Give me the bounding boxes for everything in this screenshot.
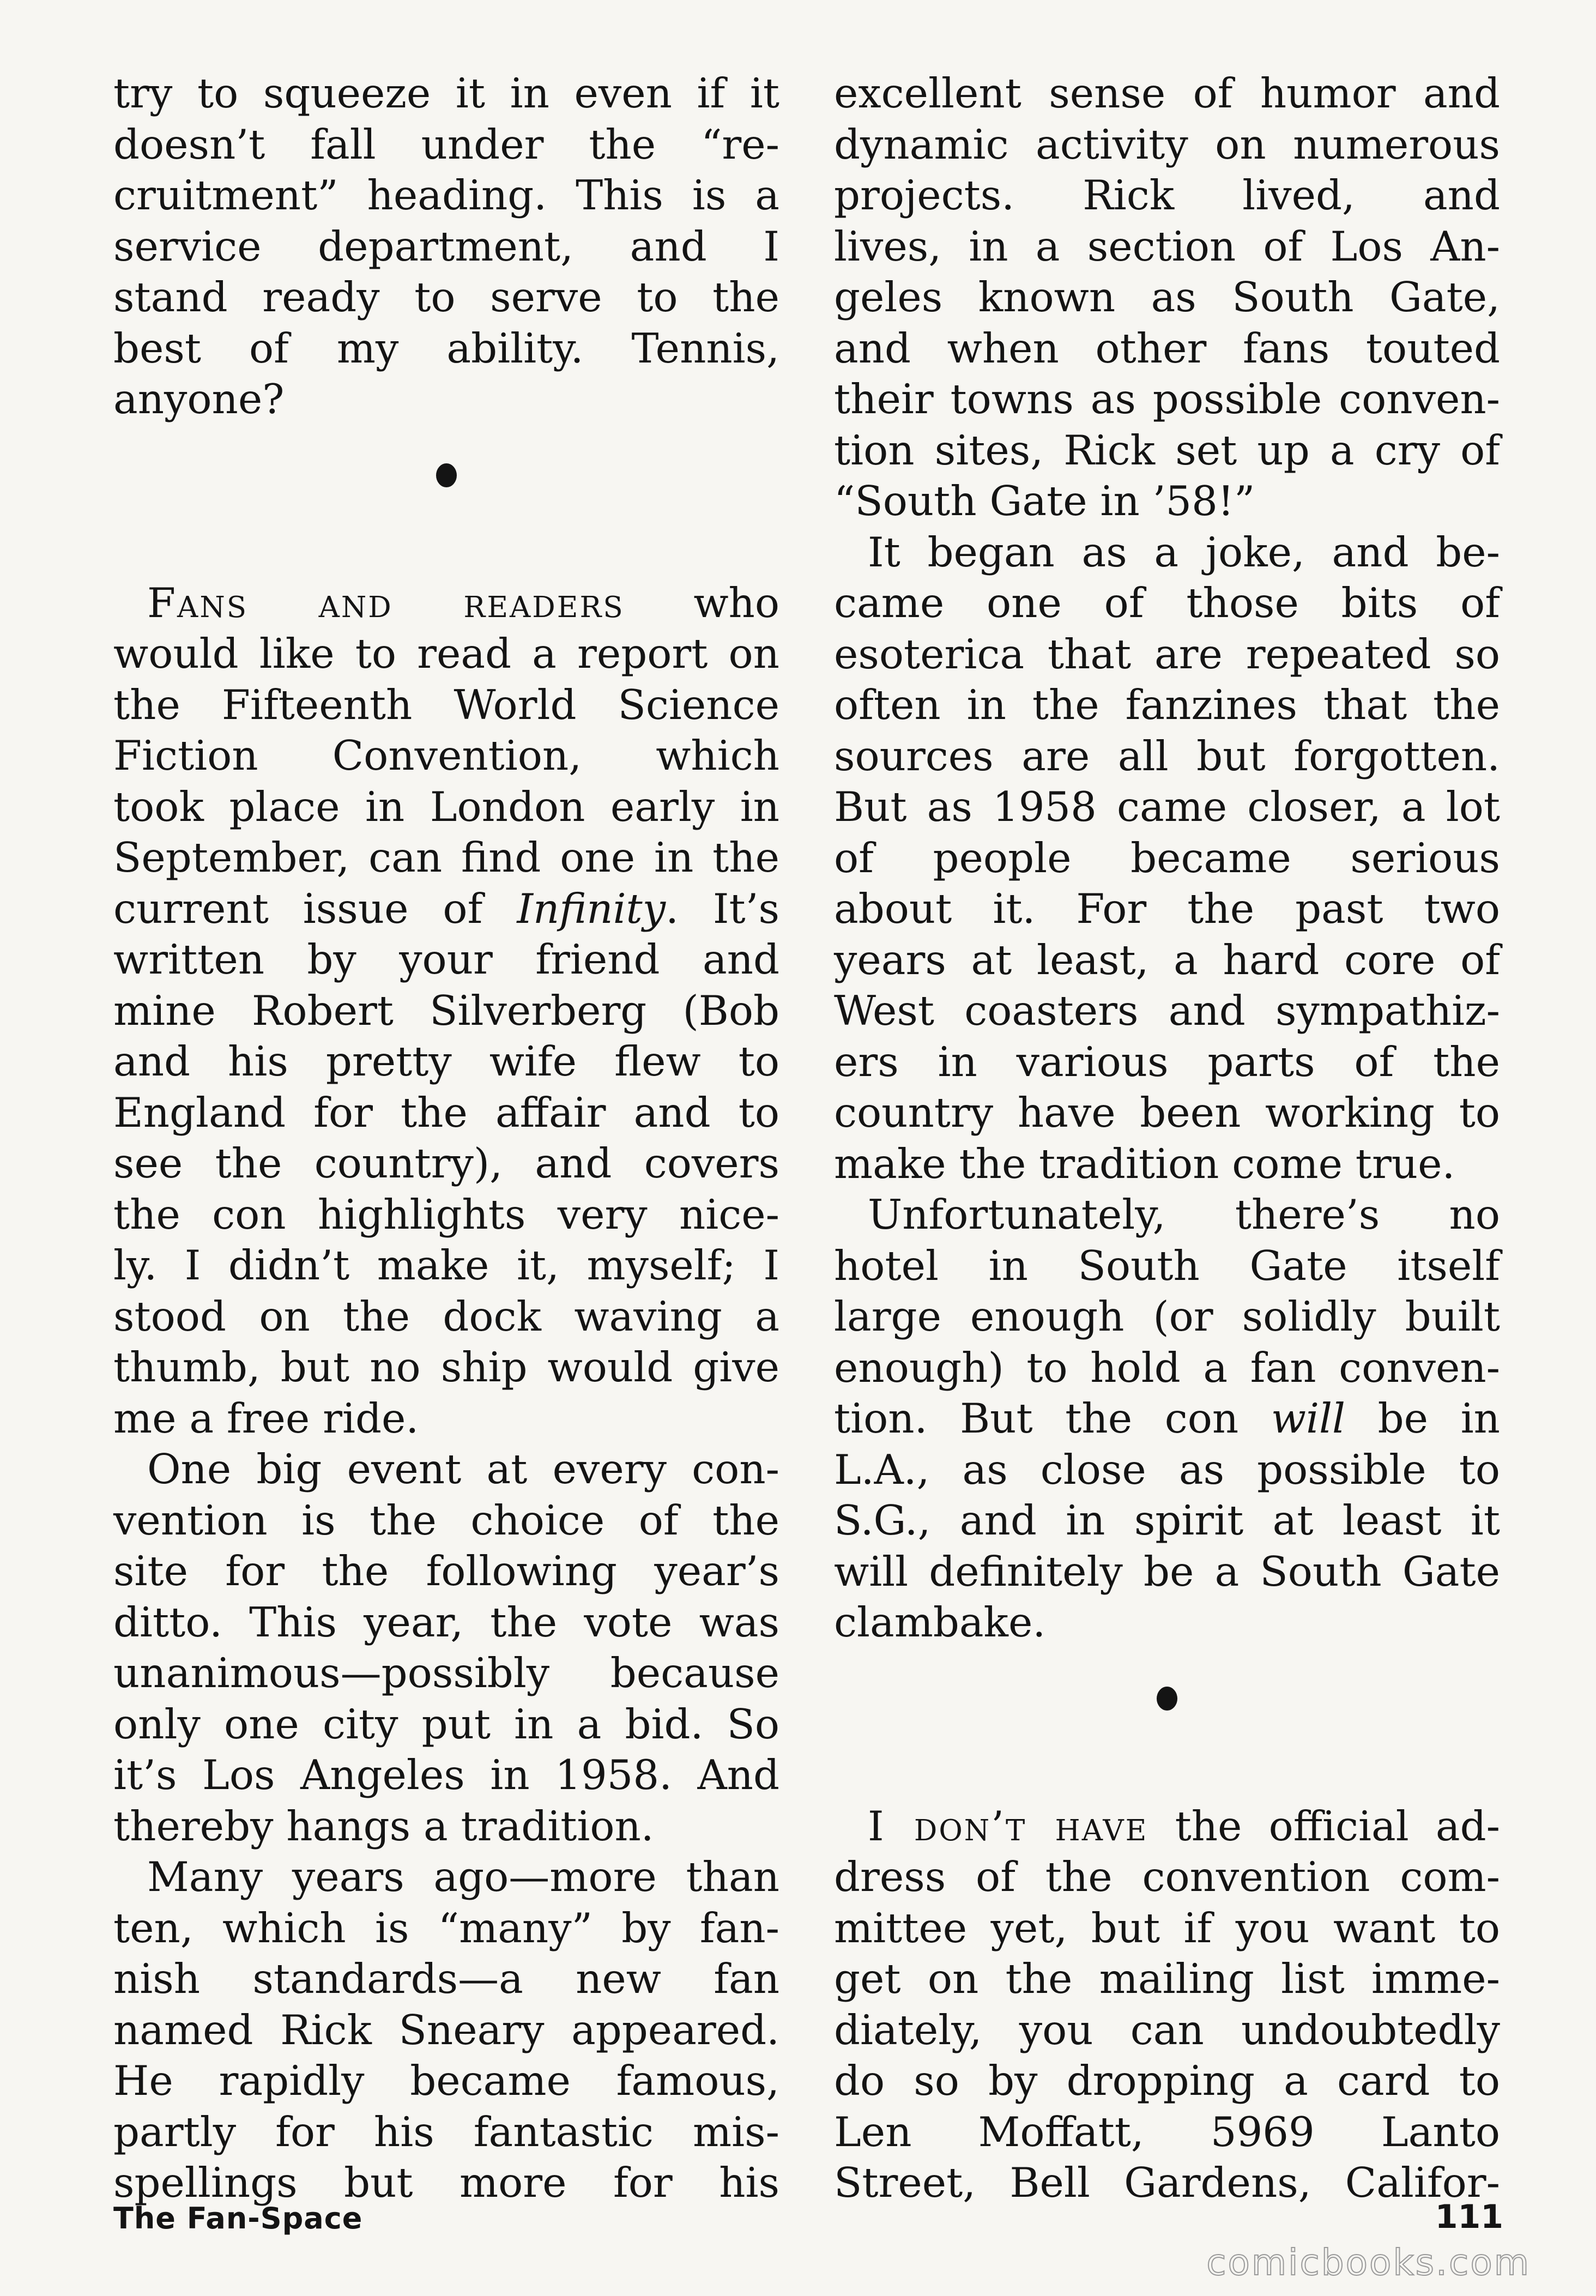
text-line: large enough (or solidly built	[834, 1292, 1500, 1340]
text-line: would like to read a report on	[113, 630, 779, 678]
text-line: nish standards—a new fan	[113, 1955, 779, 2003]
text-line: and his pretty wife flew to	[113, 1037, 779, 1085]
text-segment: . It’s	[666, 884, 779, 933]
text-line: of people became serious	[834, 833, 1500, 882]
lead-in-smallcaps: Fans and readers	[147, 578, 625, 627]
text-line: hotel in South Gate itself	[834, 1241, 1500, 1290]
text-line: best of my ability. Tennis,	[113, 324, 779, 372]
bullet-dot-icon	[1157, 1687, 1177, 1711]
text-line: only one city put in a bid. So	[113, 1700, 779, 1748]
text-line: clambake.	[834, 1598, 1046, 1646]
text-line: geles known as South Gate,	[834, 273, 1500, 321]
text-line: esoterica that are repeated so	[834, 630, 1500, 678]
paragraph-big-event	[113, 1444, 779, 1852]
text-line: do so by dropping a card to	[834, 2057, 1500, 2105]
text-line: mine Robert Silverberg (Bob	[113, 986, 779, 1035]
text-line: about it. For the past two	[834, 885, 1500, 933]
text-line	[834, 1393, 1500, 1445]
text-line: L.A., as close as possible to	[834, 1445, 1500, 1494]
text-line	[113, 578, 779, 629]
left-column	[113, 68, 779, 2209]
text-line: written by your friend and	[113, 935, 779, 983]
text-line: the con highlights very nice-	[113, 1190, 779, 1238]
text-line: unanimous—possibly because	[113, 1649, 779, 1697]
text-line: spellings but more for his	[113, 2159, 779, 2207]
text-line: England for the affair and to	[113, 1088, 779, 1137]
text-line: named Rick Sneary appeared.	[113, 2005, 779, 2054]
text-segment: tion. But the con	[834, 1394, 1271, 1442]
section-divider	[113, 425, 779, 578]
text-line: site for the following year’s	[113, 1547, 779, 1595]
paragraph-tennis	[113, 68, 779, 425]
paragraph-fans-and-readers	[113, 578, 779, 1445]
text-line: the Fifteenth World Science	[113, 680, 779, 729]
text-line: Unfortunately, there’s no	[868, 1191, 1500, 1238]
text-line: thumb, but no ship would give	[113, 1343, 779, 1391]
text-line: diately, you can undoubtedly	[834, 2005, 1500, 2054]
text-line: get on the mailing list imme-	[834, 1955, 1500, 2003]
text-line: service department, and I	[113, 222, 779, 270]
text-line: tion sites, Rick set up a cry of	[834, 426, 1500, 474]
lead-in-rest: the official ad-	[1148, 1802, 1501, 1850]
text-line: One big event at every con-	[147, 1445, 779, 1493]
paragraph-dont-have-address	[834, 1801, 1500, 2209]
text-line: lives, in a section of Los An-	[834, 222, 1500, 270]
text-line: will definitely be a South Gate	[834, 1547, 1500, 1596]
text-line: thereby hangs a tradition.	[113, 1802, 654, 1850]
text-line: me a free ride.	[113, 1394, 419, 1442]
text-line: Many years ago—more than	[147, 1853, 779, 1901]
text-line: ten, which is “many” by fan-	[113, 1904, 779, 1952]
paragraph-unfortunately	[834, 1189, 1500, 1648]
text-line: ers in various parts of the	[834, 1037, 1500, 1086]
section-divider	[834, 1648, 1500, 1801]
text-line: doesn’t fall under the “re-	[113, 120, 779, 168]
paragraph-began-as-joke	[834, 527, 1500, 1190]
text-segment: current issue of	[113, 884, 517, 933]
running-title: The Fan-Space	[113, 2201, 363, 2235]
text-line: But as 1958 came closer, a lot	[834, 783, 1500, 831]
text-line: West coasters and sympathiz-	[834, 987, 1500, 1035]
page-number: 111	[1435, 2198, 1503, 2236]
text-line: Fiction Convention, which	[113, 732, 779, 780]
text-line: cruitment” heading. This is a	[113, 171, 779, 219]
paragraph-many-years-ago	[113, 1852, 779, 2209]
text-line: stood on the dock waving a	[113, 1292, 779, 1340]
lead-in-rest: who	[624, 578, 779, 627]
text-line: it’s Los Angeles in 1958. And	[113, 1751, 779, 1799]
text-line: anyone?	[113, 375, 285, 423]
text-line: their towns as possible conven-	[834, 375, 1500, 423]
text-segment: be in	[1345, 1394, 1500, 1442]
text-line: Street, Bell Gardens, Califor-	[834, 2159, 1500, 2207]
paragraph-sense-of-humor	[834, 68, 1500, 527]
text-line: make the tradition come true.	[834, 1139, 1455, 1188]
text-line: and when other fans touted	[834, 324, 1500, 372]
right-column	[834, 68, 1500, 2209]
bullet-dot-icon	[436, 463, 457, 487]
text-line: dynamic activity on numerous	[834, 120, 1500, 168]
text-line: sources are all but forgotten.	[834, 732, 1500, 780]
text-line: see the country), and covers	[113, 1139, 779, 1187]
text-line: Len Moffatt, 5969 Lanto	[834, 2107, 1500, 2156]
text-line: enough) to hold a fan conven-	[834, 1343, 1500, 1392]
watermark: comicbooks.com	[1206, 2241, 1531, 2283]
text-line: projects. Rick lived, and	[834, 171, 1500, 219]
text-line: country have been working to	[834, 1089, 1500, 1137]
text-line: years at least, a hard core of	[834, 935, 1500, 984]
text-line: stand ready to serve to the	[113, 273, 779, 321]
text-line: partly for his fantastic mis-	[113, 2107, 779, 2156]
text-line	[113, 884, 779, 935]
text-line: It began as a joke, and be-	[868, 528, 1500, 576]
text-line	[834, 1801, 1500, 1852]
text-line: excellent sense of humor and	[834, 69, 1500, 117]
text-line: S.G., and in spirit at least it	[834, 1496, 1500, 1544]
text-line: September, can find one in the	[113, 833, 779, 881]
text-line: dress of the convention com-	[834, 1853, 1500, 1901]
text-line: vention is the choice of the	[113, 1496, 779, 1544]
text-line: ly. I didn’t make it, myself; I	[113, 1241, 779, 1289]
lead-in-smallcaps: I don’t have	[868, 1802, 1148, 1850]
text-line: try to squeeze it in even if it	[113, 69, 779, 117]
text-line: came one of those bits of	[834, 579, 1500, 627]
text-line: mittee yet, but if you want to	[834, 1904, 1500, 1952]
text-line: ditto. This year, the vote was	[113, 1598, 779, 1646]
text-line: often in the fanzines that the	[834, 681, 1500, 729]
magazine-title-infinity: Infinity	[517, 884, 666, 933]
emphasis-will: will	[1271, 1394, 1346, 1442]
text-line: He rapidly became famous,	[113, 2057, 779, 2105]
text-line: “South Gate in ’58!”	[834, 477, 1255, 525]
text-line: took place in London early in	[113, 782, 779, 831]
